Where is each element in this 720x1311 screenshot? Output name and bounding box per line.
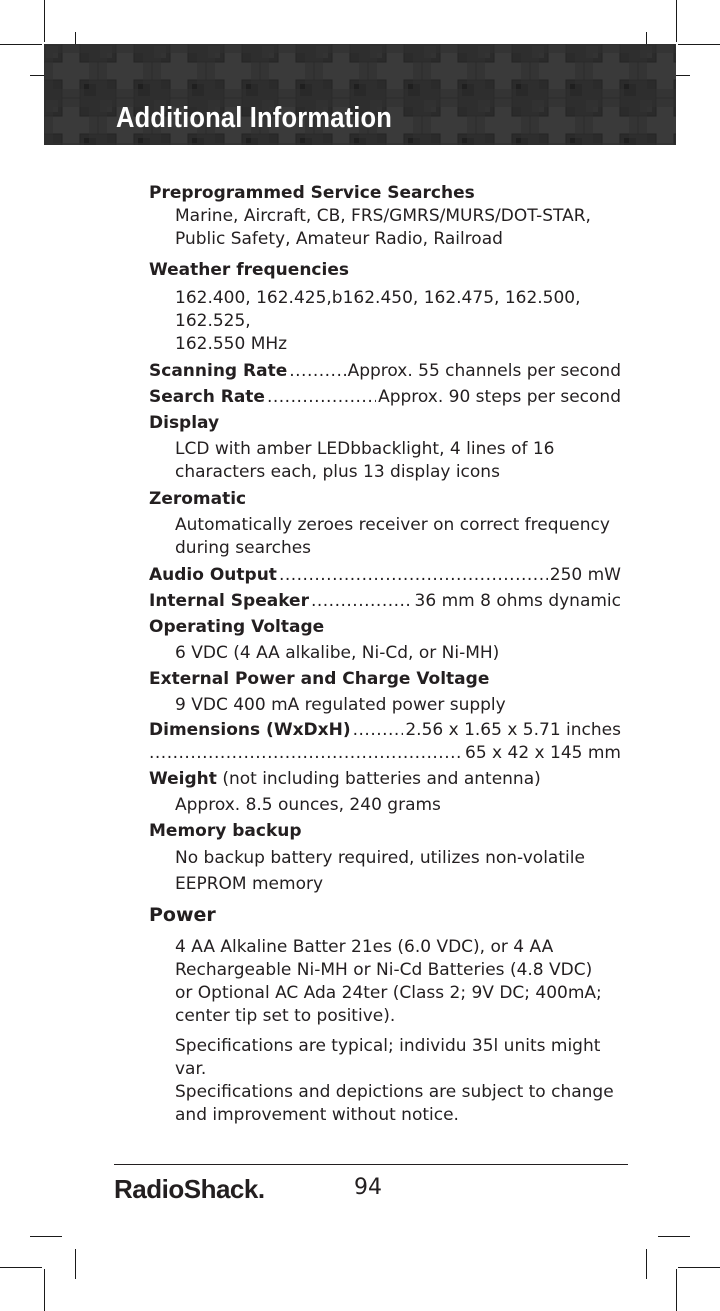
spec-row [149,564,621,587]
spec-label: Memory backup [149,821,302,841]
spec-row [149,719,621,742]
spec-label: Audio Output [149,565,277,585]
page-title: Additional Information [116,102,393,134]
spec-text: 162.400, 162.425,b162.450, 162.475, 162.500, 162.525, [175,288,581,331]
specifications-list [149,182,621,1127]
spec-label: Power [149,904,216,926]
crop-mark [75,1249,76,1279]
spec-value: Approx. 55 channels per second [347,361,621,381]
spec-row [149,590,621,613]
spec-value: 65 x 42 x 145 mm [465,743,621,763]
spec-label: Internal Speaker [149,591,309,611]
crop-mark [646,1249,647,1279]
spec-text: Rechargeable Ni-MH or Ni-Cd Batteries (4.8 VDC) [175,960,593,980]
spec-text: 4 AA Alkaline Batter 21es (6.0 VDC), or 4 AA [175,937,554,957]
spec-label: Operating Voltage [149,617,325,637]
dot-leader [149,742,463,765]
crop-mark [0,1267,42,1268]
spec-note: (not including batteries and antenna) [222,769,541,789]
spec-text: EEPROM memory [175,874,324,894]
spec-value: Approx. 90 steps per second [378,387,621,407]
crop-mark [676,1269,677,1311]
spec-text: LCD with amber LEDbbacklight, 4 lines of 16 [175,439,555,459]
spec-text: characters each, plus 13 display icons [175,462,500,482]
spec-label: External Power and Charge Voltage [149,669,490,689]
page-number: 94 [354,1175,382,1200]
crop-mark [678,1267,720,1268]
spec-row [149,360,621,383]
spec-text: center tip set to positive). [175,1006,396,1026]
spec-value: 250 mW [549,565,621,585]
spec-row [149,386,621,409]
spec-label: Preprogrammed Service Searches [149,183,475,203]
spec-text: Public Safety, Amateur Radio, Railroad [175,229,503,249]
header-banner [44,44,676,145]
spec-text: Approx. 8.5 ounces, 240 grams [175,795,441,815]
spec-label: Display [149,413,220,433]
dot-leader [279,564,548,587]
spec-text: during searches [175,538,312,558]
crop-mark [676,0,677,42]
spec-label: Scanning Rate [149,361,288,381]
crop-mark [0,44,42,45]
spec-label: Search Rate [149,387,265,407]
spec-text: or Optional AC Ada 24ter (Class 2; 9V DC; 400mA; [175,983,602,1003]
crop-mark [678,44,720,45]
spec-text: 9 VDC 400 mA regulated power supply [175,695,506,715]
disclaimer-text: and improvement without notice. [175,1105,459,1125]
spec-value: 36 mm 8 ohms dynamic [414,591,621,611]
spec-label: Weather frequencies [149,260,349,280]
crop-mark [30,1236,62,1237]
crop-mark [44,0,45,42]
spec-label: Zeromatic [149,489,247,509]
spec-row [149,742,621,765]
spec-text: Automatically zeroes receiver on correct frequency [175,515,610,535]
footer-divider [114,1164,628,1165]
spec-text: Marine, Aircraft, CB, FRS/GMRS/MURS/DOT-STAR, [175,206,591,226]
spec-value: 2.56 x 1.65 x 5.71 inches [405,720,621,740]
dot-leader [267,386,376,409]
spec-text: No backup battery required, utilizes non-volatile [175,848,585,868]
spec-label: Weight [149,769,217,789]
dot-leader [311,590,413,613]
brand-logo: RadioShack. [114,1174,265,1204]
spec-text: 162.550 MHz [175,334,288,354]
crop-mark [44,1269,45,1311]
disclaimer-text: Specifications are typical; individu 35l units might var. [175,1036,601,1079]
crop-mark [658,1236,690,1237]
spec-text: 6 VDC (4 AA alkalibe, Ni-Cd, or Ni-MH) [175,643,500,663]
dot-leader [353,719,404,742]
dot-leader [289,360,345,383]
spec-label: Dimensions (WxDxH) [149,720,351,740]
spec-heading-row [149,768,621,791]
disclaimer-text: Specifications and depictions are subject to change [175,1082,614,1102]
